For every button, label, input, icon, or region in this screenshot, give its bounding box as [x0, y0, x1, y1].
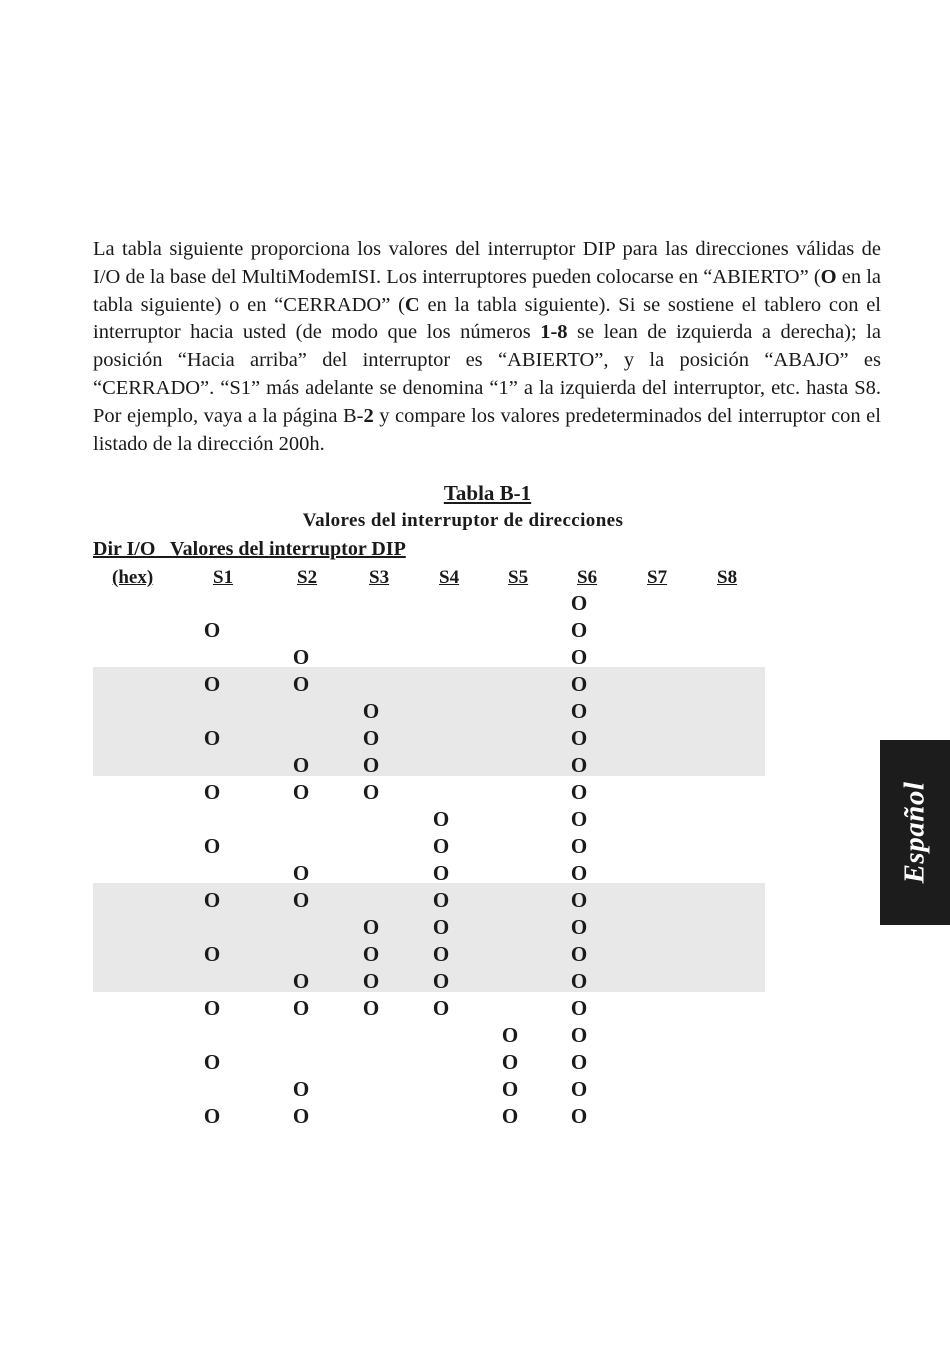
switch-open-mark: O: [292, 888, 310, 912]
switch-open-mark: O: [203, 726, 221, 750]
switch-open-mark: O: [292, 1104, 310, 1128]
column-header: S3: [369, 567, 390, 588]
paragraph-text: en la tabla siguiente). Si se sostiene el tablero con el interruptor hacia usted (de modo que los números: [93, 293, 881, 344]
switch-open-mark: O: [292, 996, 310, 1020]
switch-open-mark: O: [570, 591, 588, 615]
switch-open-mark: O: [203, 618, 221, 642]
switch-open-mark: O: [362, 699, 380, 723]
switch-open-mark: O: [570, 861, 588, 885]
paragraph-text: se lean de izquierda a derecha); la posición “Hacia arriba” del interruptor es “ABIERTO”, y la posición “ABAJO” es “CERRADO”. “S1” más adelante se denomina “1” a la izquierda del interruptor, etc. hasta S8. Por ejemplo, vaya a la página B-: [93, 321, 881, 427]
column-header: S7: [647, 567, 668, 588]
switch-open-mark: O: [362, 915, 380, 939]
switch-open-mark: O: [203, 1050, 221, 1074]
column-header: S4: [439, 567, 460, 588]
switch-open-mark: O: [362, 780, 380, 804]
switch-open-mark: O: [570, 969, 588, 993]
shaded-row-band: [93, 667, 765, 776]
switch-open-mark: O: [203, 996, 221, 1020]
switch-open-mark: O: [292, 969, 310, 993]
paragraph-bold: 2: [363, 404, 374, 427]
switch-open-mark: O: [203, 834, 221, 858]
switch-open-mark: O: [570, 1077, 588, 1101]
switch-open-mark: O: [501, 1050, 519, 1074]
table-title: Tabla B-1: [443, 481, 532, 505]
paragraph-text: en la tabla siguiente) o en “CERRADO” (: [93, 265, 881, 316]
column-header: S8: [717, 567, 738, 588]
switch-open-mark: O: [292, 753, 310, 777]
switch-open-mark: O: [362, 996, 380, 1020]
switch-open-mark: O: [432, 996, 450, 1020]
table-subtitle: Valores del interruptor de direcciones: [302, 510, 624, 531]
switch-open-mark: O: [203, 942, 221, 966]
paragraph-bold: C: [404, 293, 420, 316]
switch-open-mark: O: [292, 780, 310, 804]
switch-open-mark: O: [570, 807, 588, 831]
switch-open-mark: O: [432, 834, 450, 858]
table-group-header: Dir I/O Valores del interruptor DIP: [93, 538, 406, 560]
intro-paragraph: [93, 236, 881, 458]
column-header: (hex): [112, 567, 154, 588]
paragraph-text: La tabla siguiente proporciona los valores del interruptor DIP para las direcciones válidas de I/O de la base del MultiModemISI. Los interruptores pueden colocarse en “ABIERTO” (: [93, 238, 881, 288]
switch-open-mark: O: [292, 861, 310, 885]
switch-open-mark: O: [570, 888, 588, 912]
switch-open-mark: O: [570, 834, 588, 858]
switch-open-mark: O: [203, 672, 221, 696]
switch-open-mark: O: [570, 618, 588, 642]
column-header: S5: [508, 567, 529, 588]
switch-open-mark: O: [570, 942, 588, 966]
switch-open-mark: O: [501, 1104, 519, 1128]
switch-open-mark: O: [203, 780, 221, 804]
switch-open-mark: O: [362, 753, 380, 777]
switch-open-mark: O: [501, 1077, 519, 1101]
switch-open-mark: O: [292, 1077, 310, 1101]
switch-open-mark: O: [203, 1104, 221, 1128]
switch-open-mark: O: [432, 888, 450, 912]
switch-open-mark: O: [570, 1104, 588, 1128]
switch-open-mark: O: [570, 672, 588, 696]
language-side-tab: [880, 740, 950, 925]
switch-open-mark: O: [570, 1023, 588, 1047]
paragraph-text: y compare los valores predeterminados del interruptor con el listado de la dirección 200h.: [93, 404, 881, 455]
switch-open-mark: O: [570, 753, 588, 777]
paragraph-bold: O: [820, 265, 837, 288]
paragraph-bold: 1-8: [540, 321, 568, 344]
switch-open-mark: O: [570, 780, 588, 804]
switch-open-mark: O: [570, 645, 588, 669]
switch-open-mark: O: [432, 969, 450, 993]
switch-open-mark: O: [292, 672, 310, 696]
language-side-tab-label: Español: [898, 781, 931, 884]
switch-open-mark: O: [501, 1023, 519, 1047]
switch-open-mark: O: [432, 807, 450, 831]
column-header: S6: [577, 567, 598, 588]
switch-open-mark: O: [432, 861, 450, 885]
switch-open-mark: O: [362, 969, 380, 993]
switch-open-mark: O: [570, 1050, 588, 1074]
switch-open-mark: O: [570, 915, 588, 939]
column-header: S1: [213, 567, 234, 588]
switch-open-mark: O: [570, 726, 588, 750]
column-header: S2: [297, 567, 318, 588]
switch-open-mark: O: [432, 942, 450, 966]
switch-open-mark: O: [292, 645, 310, 669]
switch-open-mark: O: [203, 888, 221, 912]
switch-open-mark: O: [362, 942, 380, 966]
switch-open-mark: O: [570, 996, 588, 1020]
switch-open-mark: O: [362, 726, 380, 750]
switch-open-mark: O: [570, 699, 588, 723]
switch-open-mark: O: [432, 915, 450, 939]
